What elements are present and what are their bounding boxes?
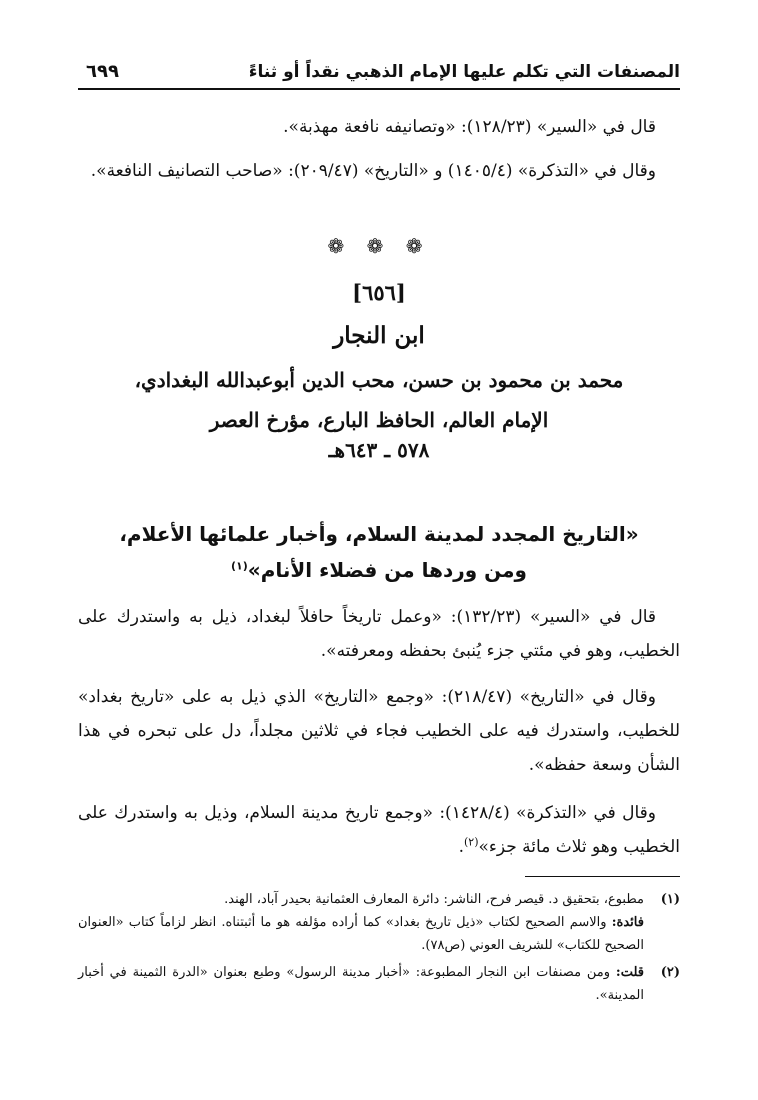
quote-paragraph-1: قال في «السير» (١٣٢/٢٣): «وعمل تاريخاً حافلاً لبغداد، ذيل به واستدرك على الخطيب، وهو في مئتي جزء يُنبئ بحفظه ومعرفته». <box>78 607 680 661</box>
book-title-line-1: «التاريخ المجدد لمدينة السلام، وأخبار علمائها الأعلام، <box>119 522 639 546</box>
quote-paragraph-3-text: وقال في «التذكرة» (١٤٢٨/٤): «وجمع تاريخ مدينة السلام، وذيل به واستدرك على الخطيب وهو ثلاث مائة جزء» <box>78 803 680 857</box>
book-title-line-2 <box>78 552 680 588</box>
page-number: ٦٩٩ <box>86 61 119 82</box>
quote-paragraph-3-end: . <box>458 837 464 857</box>
running-header <box>78 48 680 90</box>
footnote-1-line-2-text: والاسم الصحيح لكتاب «ذيل تاريخ بغداد» كما أراده مؤلفه هو ما أثبتناه. انظر لزاماً كتاب «العنوان الصحيح للكتاب» للشريف العوني (ص٧٨). <box>78 915 644 953</box>
footnote-1-body <box>78 888 644 957</box>
quote-paragraph-2: وقال في «التاريخ» (٢١٨/٤٧): «وجمع «التاريخ» الذي ذيل به على «تاريخ بغداد» للخطيب، واستدرك فيه على الخطيب فجاء في ثلاثين مجلداً، دل على تبحره في هذا الشأن وسعة حفظه». <box>78 687 680 775</box>
quote-paragraph-3 <box>78 796 680 864</box>
intro-paragraph-1: قال في «السير» (١٢٨/٢٣): «وتصانيفه نافعة مهذبة». <box>283 117 656 137</box>
footnote-1-line-1: مطبوع، بتحقيق د. قيصر فرح، الناشر: دائرة المعارف العثمانية بحيدر آباد، الهند. <box>224 892 644 907</box>
section-ornament: ❁ ❁ ❁ <box>327 234 431 258</box>
footnote-1 <box>78 888 680 957</box>
footnote-ref-1[interactable]: (١) <box>231 559 248 573</box>
footnote-2 <box>78 961 680 1007</box>
entry-name: ابن النجار <box>333 322 425 349</box>
entry-fullname-line-2: الإمام العالم، الحافظ البارع، مؤرخ العصر <box>209 408 549 432</box>
footnotes <box>78 888 680 1011</box>
footnote-2-text: ومن مصنفات ابن النجار المطبوعة: «أخبار مدينة الرسول» وطبع بعنوان «الدرة الثمينة في أخبار المدينة». <box>78 965 644 1003</box>
intro-paragraph-2: وقال في «التذكرة» (١٤٠٥/٤) و «التاريخ» (٢٠٩/٤٧): «صاحب التصانيف النافعة». <box>90 161 656 181</box>
footnote-ref-2[interactable]: (٢) <box>463 835 479 849</box>
book-title-line-2-text: ومن وردها من فضلاء الأنام» <box>247 558 527 582</box>
entry-fullname <box>78 360 680 440</box>
entry-dates: ٥٧٨ ـ ٦٤٣هـ <box>328 438 430 462</box>
footnote-2-number: (٢) <box>660 965 680 980</box>
footnote-1-label: فائدة: <box>611 915 644 930</box>
entry-number: [٦٥٦] <box>352 280 406 305</box>
header-title: المصنفات التي تكلم عليها الإمام الذهبي نقداً أو ثناءً <box>248 62 680 82</box>
book-title <box>78 516 680 588</box>
footnote-1-number: (١) <box>660 892 680 907</box>
footnote-1-line-2 <box>78 911 644 957</box>
footnote-2-body <box>78 961 644 1007</box>
footnote-separator <box>525 876 680 877</box>
entry-fullname-line-1: محمد بن محمود بن حسن، محب الدين أبوعبدالله البغدادي، <box>134 368 624 392</box>
book-page <box>78 48 680 1048</box>
footnote-2-label: قلت: <box>615 965 644 980</box>
